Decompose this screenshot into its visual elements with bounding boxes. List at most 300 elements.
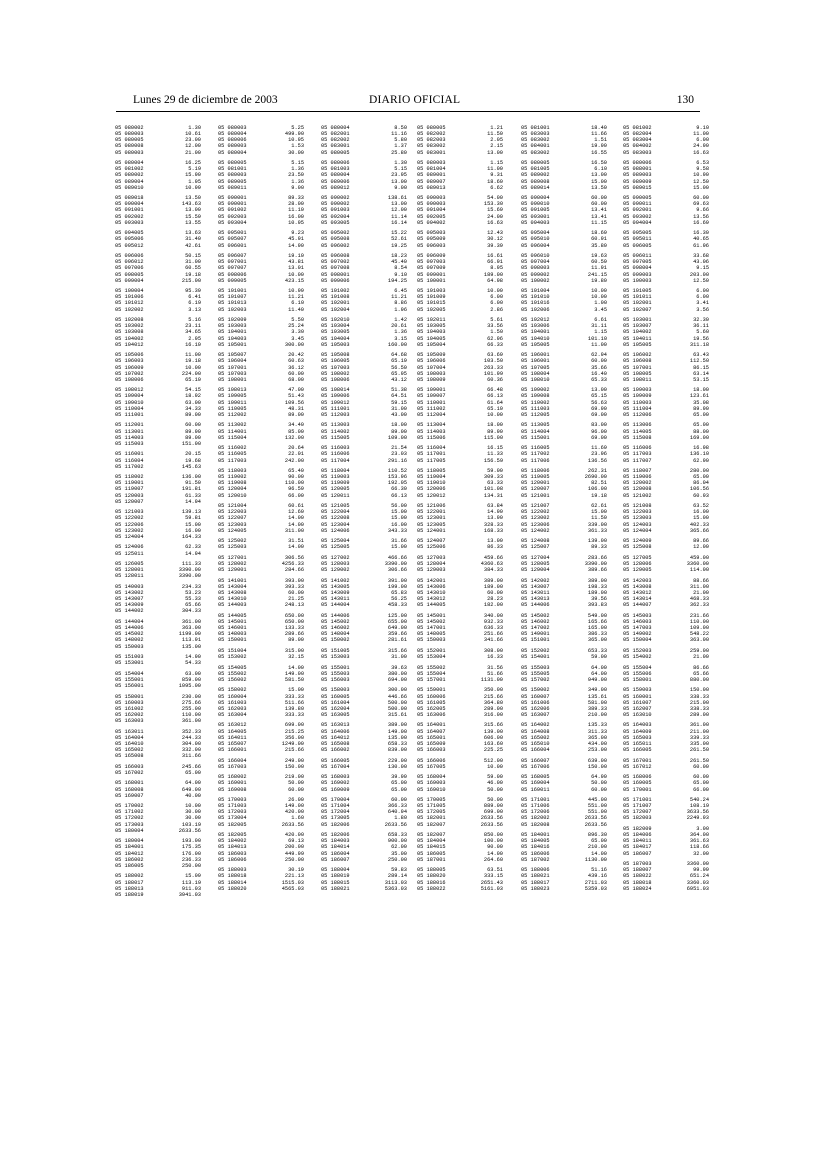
item-value: 63.69 xyxy=(487,352,503,359)
item-value: 110.00 xyxy=(181,711,201,718)
item-value: 64.51 xyxy=(391,393,407,400)
item-value: 420.00 xyxy=(284,809,304,816)
item-code: 05 171006 xyxy=(521,803,550,810)
table-row xyxy=(115,377,201,383)
item-code: 05 102012 xyxy=(521,317,550,324)
item-value: 16.15 xyxy=(487,445,503,452)
item-value: 658.33 xyxy=(387,832,407,839)
table-row xyxy=(521,637,607,643)
row-group xyxy=(521,253,607,284)
item-value: 43.12 xyxy=(391,376,407,383)
item-code: 05 101006 xyxy=(115,294,144,301)
row-group xyxy=(521,555,607,573)
item-code: 05 083004 xyxy=(623,137,652,144)
item-code: 05 143008 xyxy=(623,583,652,590)
row-group xyxy=(115,317,201,348)
item-value: 60.00 xyxy=(591,358,607,365)
item-value: 250.00 xyxy=(387,856,407,863)
item-code: 05 143012 xyxy=(417,596,446,603)
item-value: 63.33 xyxy=(487,480,503,487)
item-code: 05 110005 xyxy=(218,405,247,412)
item-value: 63.43 xyxy=(693,352,709,359)
item-value: 39.39 xyxy=(487,242,503,249)
item-code: 05 146002 xyxy=(521,618,550,625)
item-value: 96.59 xyxy=(288,486,304,493)
table-row xyxy=(521,377,607,383)
row-group xyxy=(521,445,607,463)
item-value: 40.65 xyxy=(693,236,709,243)
item-code: 05 105001 xyxy=(218,341,247,348)
item-code: 05 121007 xyxy=(521,503,550,510)
item-value: 12.50 xyxy=(693,277,709,284)
item-value: 193.00 xyxy=(181,838,201,845)
item-value: 5.60 xyxy=(696,329,709,336)
item-value: 2.86 xyxy=(490,306,503,313)
table-row xyxy=(417,185,503,191)
item-value: 315.66 xyxy=(387,647,407,654)
table-row xyxy=(321,677,407,683)
item-code: 05 117002 xyxy=(521,451,550,458)
item-value: 1131.00 xyxy=(480,676,503,683)
item-code: 05 128001 xyxy=(115,567,144,574)
item-code: 05 123004 xyxy=(321,521,350,528)
item-code: 05 080006 xyxy=(218,137,247,144)
row-group xyxy=(115,671,201,689)
item-code: 05 089003 xyxy=(623,172,652,179)
item-value: 6.00 xyxy=(490,294,503,301)
item-code: 05 105006 xyxy=(115,352,144,359)
item-value: 16.55 xyxy=(591,149,607,156)
table-row xyxy=(115,644,201,650)
table-row xyxy=(218,435,304,441)
table-row xyxy=(321,857,407,863)
item-value: 333.33 xyxy=(284,711,304,718)
row-group xyxy=(417,797,503,828)
item-code: 05 119005 xyxy=(521,474,550,481)
item-code: 05 112001 xyxy=(115,422,144,429)
item-value: 43.06 xyxy=(693,259,709,266)
item-code: 05 166005 xyxy=(623,747,652,754)
item-value: 1.96 xyxy=(394,306,407,313)
item-code: 05 188002 xyxy=(115,873,144,880)
item-code: 05 103006 xyxy=(521,323,550,330)
table-column xyxy=(521,125,607,896)
item-code: 05 082002 xyxy=(417,131,446,138)
item-value: 18.00 xyxy=(391,422,407,429)
item-value: 26.00 xyxy=(288,797,304,804)
item-value: 1.30 xyxy=(188,125,201,131)
table-row xyxy=(115,342,201,348)
item-value: 136.10 xyxy=(689,451,709,458)
item-code: 05 105005 xyxy=(623,341,652,348)
item-value: 85.00 xyxy=(288,428,304,435)
item-value: 89.33 xyxy=(591,544,607,551)
item-value: 11.66 xyxy=(591,131,607,138)
item-value: 215.66 xyxy=(284,747,304,754)
item-code: 05 154005 xyxy=(218,664,247,671)
item-value: 5.25 xyxy=(291,125,304,131)
row-group xyxy=(321,422,407,440)
item-value: 2633.56 xyxy=(384,821,407,828)
item-value: 64.00 xyxy=(185,780,201,787)
item-code: 05 173005 xyxy=(321,815,350,822)
item-code: 05 152003 xyxy=(623,647,652,654)
item-code: 05 166003 xyxy=(115,763,144,770)
item-value: 446.66 xyxy=(387,693,407,700)
item-code: 05 120005 xyxy=(321,486,350,493)
item-code: 05 154004 xyxy=(115,670,144,677)
item-value: 1130.00 xyxy=(584,856,607,863)
item-value: 1.36 xyxy=(291,166,304,173)
item-code: 05 101011 xyxy=(623,294,652,301)
item-value: 311.00 xyxy=(284,527,304,534)
row-group xyxy=(321,288,407,313)
item-value: 6.10 xyxy=(291,300,304,307)
item-value: 1.42 xyxy=(394,317,407,324)
table-row xyxy=(521,307,607,313)
item-value: 36.12 xyxy=(288,364,304,371)
item-code: 05 184014 xyxy=(321,844,350,851)
item-value: 511.66 xyxy=(284,699,304,706)
item-value: 315.61 xyxy=(387,711,407,718)
table-row xyxy=(521,567,607,573)
item-value: 19.63 xyxy=(591,253,607,260)
item-value: 189.00 xyxy=(587,590,607,596)
item-value: 56.50 xyxy=(391,364,407,371)
item-value: 175.35 xyxy=(181,844,201,851)
table-row xyxy=(521,493,607,499)
item-value: 13.00 xyxy=(487,538,503,545)
item-value: 20.64 xyxy=(288,445,304,452)
row-group xyxy=(321,758,407,770)
item-code: 05 120006 xyxy=(417,486,446,493)
item-code: 05 113005 xyxy=(521,422,550,429)
item-value: 189.00 xyxy=(483,583,503,590)
item-value: 3390.00 xyxy=(584,561,607,568)
item-code: 05 188007 xyxy=(623,867,652,874)
row-group xyxy=(417,722,503,753)
item-value: 859.00 xyxy=(181,676,201,683)
item-code: 05 127002 xyxy=(321,554,350,561)
item-value: 362.33 xyxy=(689,602,709,609)
item-code: 05 184017 xyxy=(623,844,652,851)
item-value: 13.50 xyxy=(185,195,201,202)
table-row xyxy=(623,528,709,534)
table-row xyxy=(115,770,201,776)
item-value: 6951.03 xyxy=(686,885,709,892)
item-value: 11.16 xyxy=(391,131,407,138)
item-value: 219.00 xyxy=(284,774,304,781)
item-code: 05 127005 xyxy=(623,554,652,561)
row-group xyxy=(521,613,607,644)
item-code: 05 144002 xyxy=(115,608,144,615)
item-code: 05 104001 xyxy=(218,329,247,336)
item-code: 05 106008 xyxy=(623,358,652,365)
row-group xyxy=(623,797,709,822)
item-code: 05 171004 xyxy=(321,803,350,810)
item-value: 250.00 xyxy=(284,856,304,863)
row-group xyxy=(218,445,304,463)
table-row xyxy=(417,377,503,383)
table-row xyxy=(417,412,503,418)
item-value: 25.80 xyxy=(391,149,407,156)
item-value: 380.00 xyxy=(387,670,407,677)
item-value: 13.55 xyxy=(185,219,201,226)
table-row xyxy=(417,822,503,828)
item-code: 05 118002 xyxy=(115,474,144,481)
item-code: 05 161002 xyxy=(115,705,144,712)
item-value: 2711.03 xyxy=(584,879,607,886)
item-value: 468.33 xyxy=(689,596,709,603)
item-code: 05 097009 xyxy=(417,265,446,272)
item-value: 21.00 xyxy=(693,654,709,661)
item-code: 05 170002 xyxy=(115,803,144,810)
item-code: 05 097008 xyxy=(321,265,350,272)
item-value: 182.00 xyxy=(483,602,503,609)
item-value: 66.33 xyxy=(487,341,503,348)
item-value: 88.66 xyxy=(693,577,709,584)
item-value: 13.00 xyxy=(591,387,607,394)
item-value: 109.00 xyxy=(689,625,709,632)
item-code: 05 124009 xyxy=(623,538,652,545)
row-group xyxy=(115,584,201,615)
item-value: 361.00 xyxy=(181,718,201,725)
row-group xyxy=(417,687,503,718)
row-group xyxy=(623,288,709,313)
item-value: 30.00 xyxy=(185,815,201,822)
item-value: 356.00 xyxy=(284,734,304,741)
item-value: 911.03 xyxy=(181,885,201,892)
item-code: 05 111001 xyxy=(321,405,350,412)
item-value: 135.00 xyxy=(181,643,201,650)
item-value: 6.00 xyxy=(696,137,709,144)
item-value: 18.60 xyxy=(487,178,503,185)
table-row xyxy=(115,278,201,284)
item-code: 05 115003 xyxy=(115,440,144,447)
table-row xyxy=(115,828,201,834)
table-row xyxy=(623,851,709,857)
item-code: 05 101010 xyxy=(521,294,550,301)
item-value: 150.00 xyxy=(587,763,607,770)
item-code: 05 117003 xyxy=(623,451,652,458)
item-code: 05 142003 xyxy=(623,577,652,584)
item-code: 05 101009 xyxy=(417,294,446,301)
item-value: 1.00 xyxy=(594,300,607,307)
item-code: 05 082003 xyxy=(417,137,446,144)
item-code: 05 110004 xyxy=(115,405,144,412)
row-group xyxy=(218,230,304,248)
table-row xyxy=(218,377,304,383)
row-group xyxy=(623,826,709,857)
item-value: 339.00 xyxy=(587,521,607,528)
item-value: 69.13 xyxy=(288,838,304,845)
item-code: 05 153002 xyxy=(218,654,247,661)
item-code: 05 164007 xyxy=(417,728,446,735)
item-code: 05 090010 xyxy=(521,201,550,208)
item-code: 05 184004 xyxy=(417,838,446,845)
item-value: 109.56 xyxy=(284,399,304,406)
item-value: 1.15 xyxy=(594,329,607,336)
item-code: 05 169002 xyxy=(321,780,350,787)
table-row xyxy=(218,712,304,718)
item-code: 05 148005 xyxy=(417,631,446,638)
row-group xyxy=(417,195,503,226)
item-value: 6.62 xyxy=(490,184,503,191)
item-value: 11.14 xyxy=(391,213,407,220)
row-group xyxy=(218,387,304,418)
item-value: 65.66 xyxy=(185,602,201,609)
item-code: 05 114002 xyxy=(321,428,350,435)
item-value: 60.00 xyxy=(288,370,304,377)
item-value: 499.90 xyxy=(284,131,304,138)
item-value: 28.00 xyxy=(288,201,304,208)
row-group xyxy=(115,509,201,540)
item-code: 05 169001 xyxy=(218,780,247,787)
item-code: 05 106003 xyxy=(115,358,144,365)
item-code: 05 167001 xyxy=(623,757,652,764)
row-group xyxy=(115,764,201,776)
item-code: 05 103003 xyxy=(218,323,247,330)
item-value: 48.31 xyxy=(288,405,304,412)
item-code: 05 119002 xyxy=(218,474,247,481)
item-code: 05 173004 xyxy=(218,815,247,822)
item-code: 05 111004 xyxy=(623,405,652,412)
item-code: 05 172004 xyxy=(321,809,350,816)
item-value: 130.00 xyxy=(387,763,407,770)
item-value: 11.21 xyxy=(288,294,304,301)
item-code: 05 149001 xyxy=(521,631,550,638)
item-code: 05 186005 xyxy=(115,862,144,869)
item-value: 6.41 xyxy=(188,294,201,301)
item-value: 13.00 xyxy=(487,149,503,156)
row-group xyxy=(115,422,201,447)
item-value: 445.00 xyxy=(587,797,607,804)
item-value: 1095.00 xyxy=(178,683,201,689)
table-row xyxy=(218,220,304,226)
row-group xyxy=(321,687,407,718)
item-value: 512.00 xyxy=(483,757,503,764)
item-value: 150.00 xyxy=(284,763,304,770)
item-code: 05 121002 xyxy=(623,492,652,499)
item-value: 338.33 xyxy=(689,693,709,700)
item-code: 05 106006 xyxy=(417,358,446,365)
item-code: 05 143011 xyxy=(521,590,550,596)
row-group xyxy=(417,468,503,499)
item-code: 05 164009 xyxy=(623,728,652,735)
item-value: 60.00 xyxy=(591,195,607,202)
item-value: 61.96 xyxy=(693,242,709,249)
item-value: 3941.03 xyxy=(178,891,201,898)
table-row xyxy=(321,886,407,892)
item-code: 05 104010 xyxy=(521,335,550,342)
item-code: 05 184005 xyxy=(521,838,550,845)
item-value: 458.33 xyxy=(387,602,407,609)
item-value: 65.15 xyxy=(591,393,607,400)
item-code: 05 170004 xyxy=(321,797,350,804)
item-value: 16.63 xyxy=(487,219,503,226)
item-value: 389.33 xyxy=(587,705,607,712)
table-row xyxy=(623,747,709,753)
item-code: 05 164010 xyxy=(115,740,144,747)
item-value: 224.00 xyxy=(181,370,201,377)
item-value: 23.03 xyxy=(391,451,407,458)
row-group xyxy=(417,867,503,892)
item-value: 19.68 xyxy=(185,457,201,464)
item-value: 1.95 xyxy=(188,178,201,185)
item-value: 42.61 xyxy=(185,242,201,249)
item-value: 164.33 xyxy=(181,533,201,540)
item-code: 05 160006 xyxy=(417,693,446,700)
item-code: 05 188021 xyxy=(321,885,350,892)
table-row xyxy=(321,493,407,499)
item-value: 338.33 xyxy=(689,705,709,712)
item-code: 05 144004 xyxy=(115,618,144,625)
item-value: 361.00 xyxy=(181,618,201,625)
item-code: 05 100004 xyxy=(115,288,144,295)
item-value: 21.00 xyxy=(693,590,709,596)
table-row xyxy=(218,747,304,753)
item-value: 6.53 xyxy=(696,160,709,167)
item-value: 5.61 xyxy=(490,317,503,324)
item-value: 24.00 xyxy=(487,213,503,220)
table-row xyxy=(218,185,304,191)
item-code: 05 103008 xyxy=(115,329,144,336)
table-row xyxy=(521,787,607,793)
item-code: 05 184001 xyxy=(521,832,550,839)
item-value: 364.00 xyxy=(689,832,709,839)
item-code: 05 089009 xyxy=(623,178,652,185)
item-value: 245.66 xyxy=(181,763,201,770)
row-group xyxy=(321,317,407,348)
row-group xyxy=(115,451,201,469)
item-code: 05 081004 xyxy=(417,166,446,173)
table-row xyxy=(115,220,201,226)
table-row xyxy=(623,764,709,770)
item-value: 275.66 xyxy=(181,699,201,706)
item-code: 05 111001 xyxy=(115,411,144,418)
item-value: 2690.00 xyxy=(584,474,607,481)
table-row xyxy=(321,278,407,284)
row-group xyxy=(321,445,407,463)
table-row xyxy=(417,637,503,643)
item-code: 05 143009 xyxy=(115,602,144,609)
item-value: 6.00 xyxy=(490,300,503,307)
table-row xyxy=(218,886,304,892)
item-value: 60.00 xyxy=(288,590,304,596)
item-value: 19.18 xyxy=(185,271,201,278)
item-value: 18.69 xyxy=(591,230,607,237)
item-code: 05 167004 xyxy=(321,763,350,770)
item-value: 134.31 xyxy=(483,492,503,499)
item-code: 05 141002 xyxy=(321,577,350,584)
item-value: 649.00 xyxy=(387,625,407,632)
item-code: 05 122002 xyxy=(115,515,144,522)
table-row xyxy=(623,458,709,464)
table-row xyxy=(115,412,201,418)
item-value: 30.19 xyxy=(288,867,304,874)
item-value: 101.99 xyxy=(483,370,503,377)
item-value: 500.00 xyxy=(387,699,407,706)
item-code: 05 110003 xyxy=(623,399,652,406)
row-group xyxy=(321,774,407,792)
item-value: 39.90 xyxy=(391,774,407,781)
item-code: 05 163007 xyxy=(521,711,550,718)
item-value: 63.14 xyxy=(693,370,709,377)
table-row xyxy=(115,499,201,505)
item-value: 420.00 xyxy=(284,832,304,839)
item-value: 4565.03 xyxy=(281,885,304,892)
item-code: 05 188014 xyxy=(218,879,247,886)
